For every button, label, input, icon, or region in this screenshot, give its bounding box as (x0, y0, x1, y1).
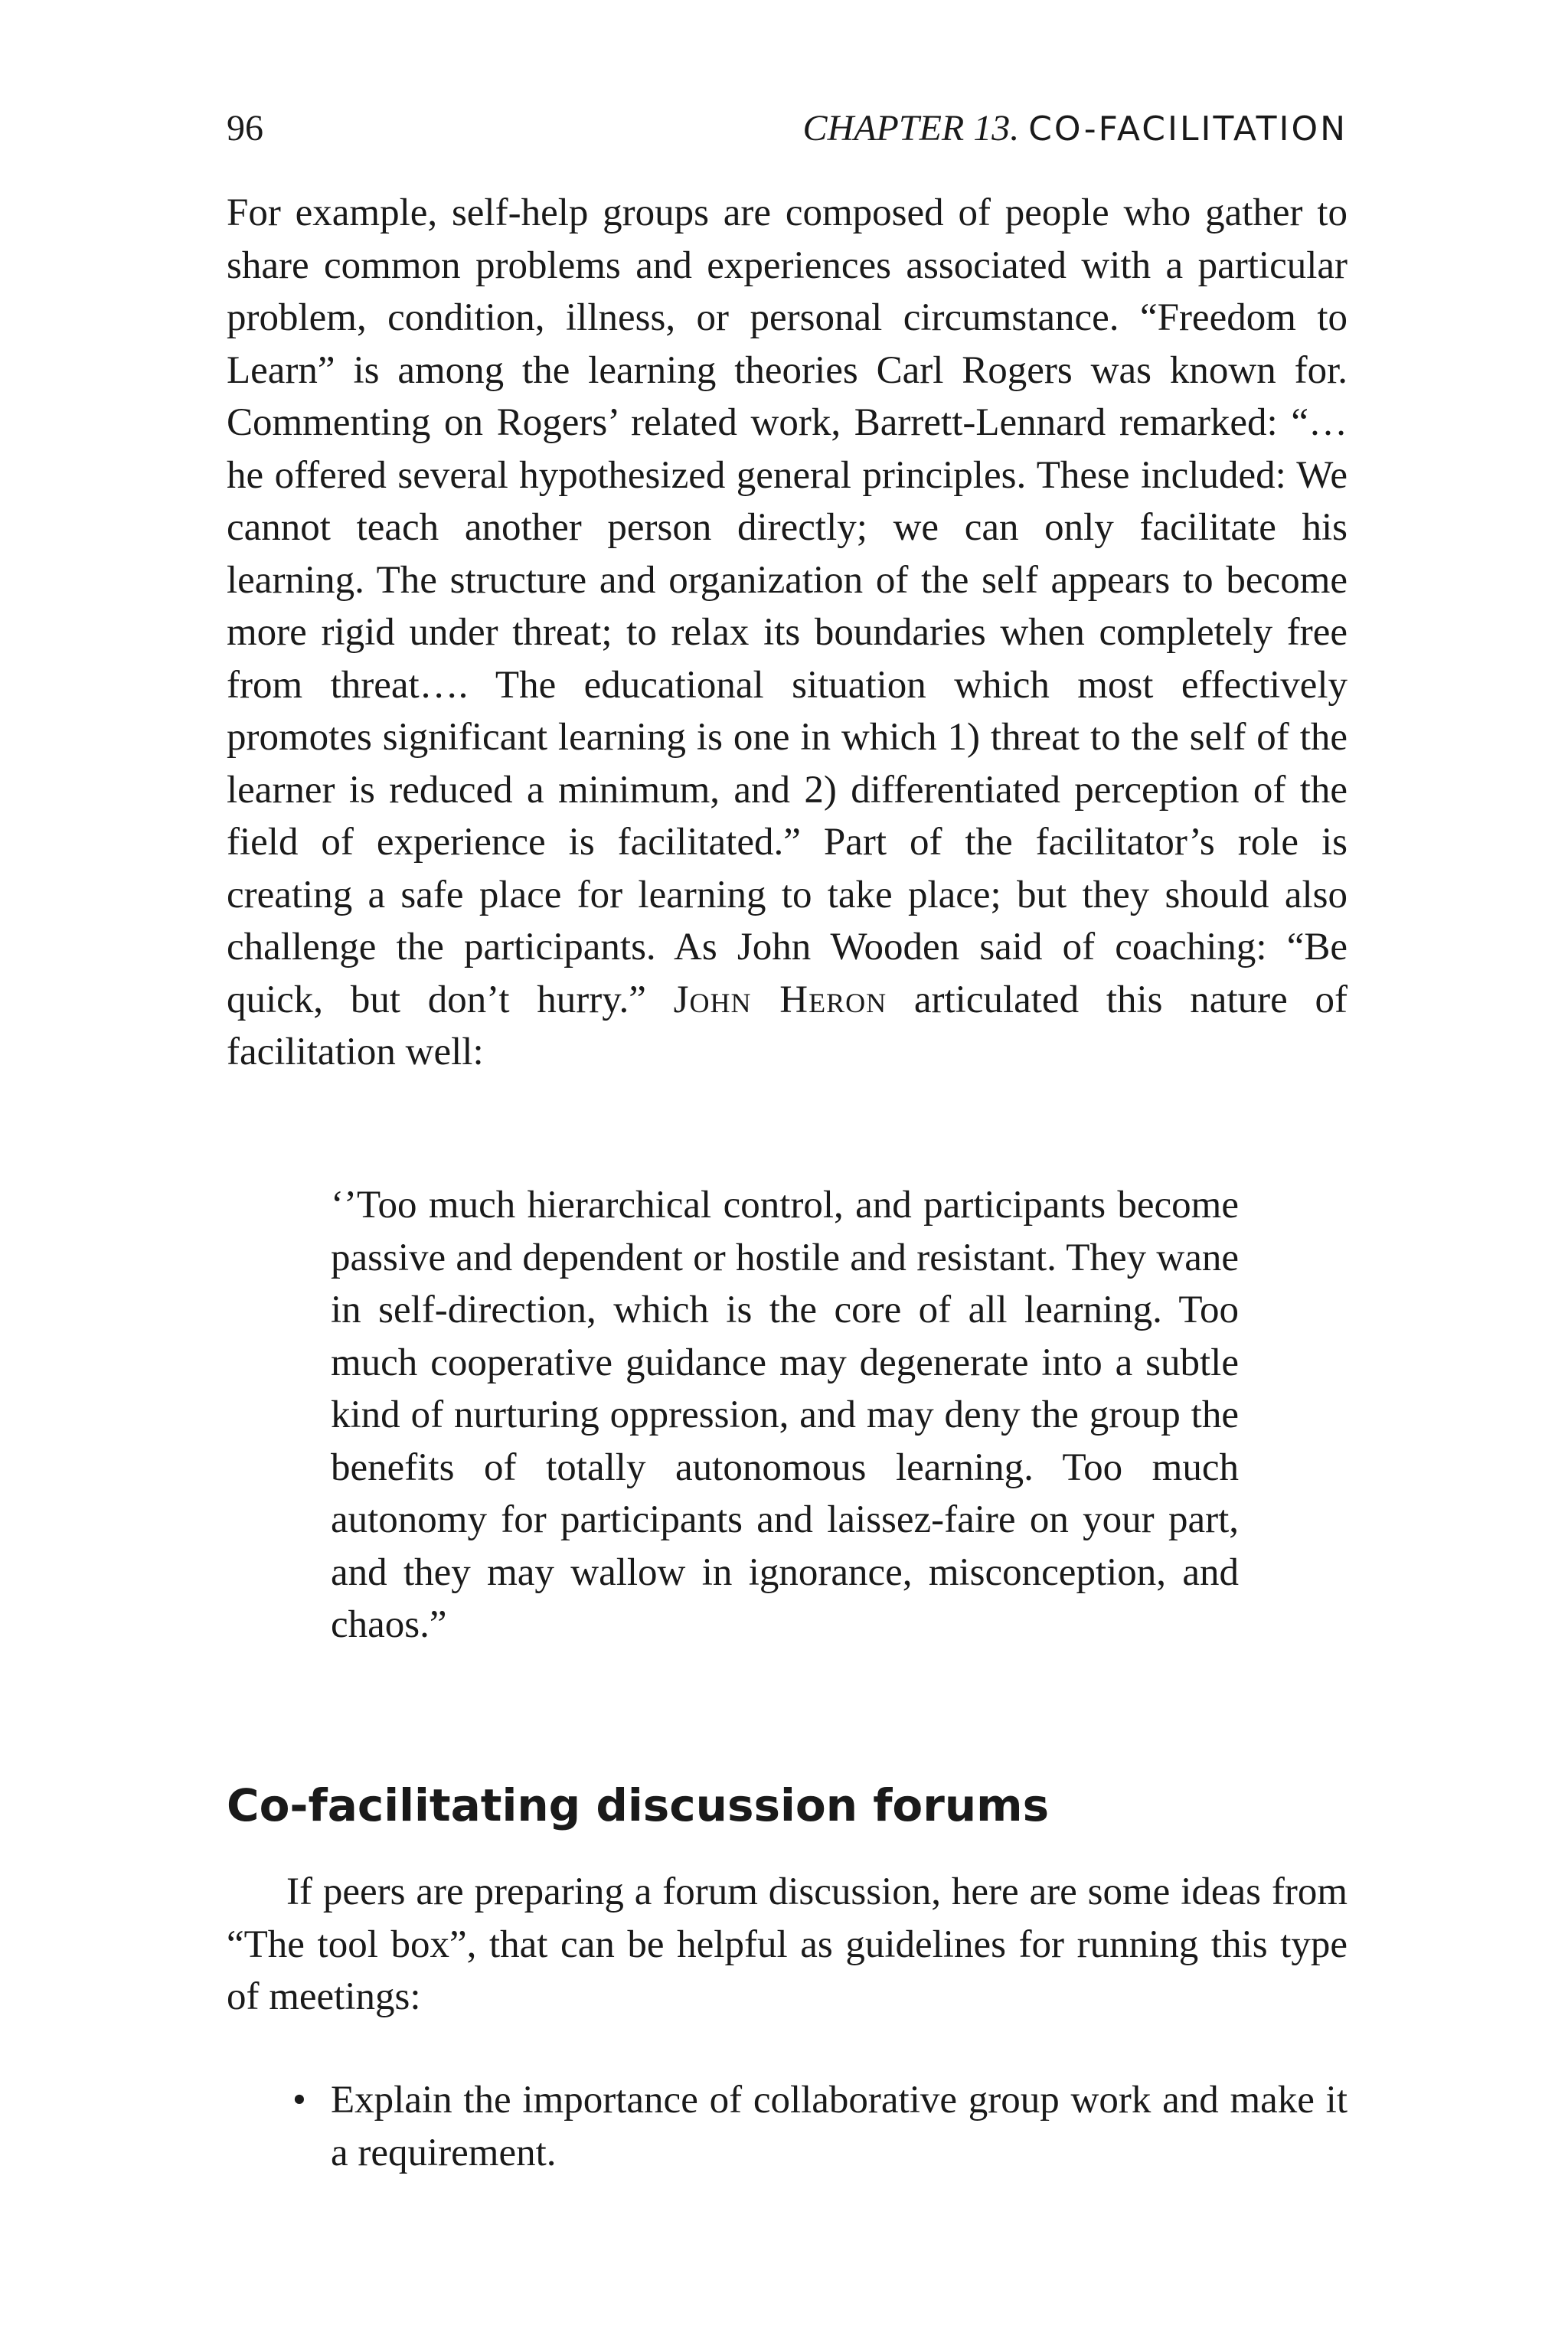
page-number: 96 (227, 108, 263, 149)
bullet-marker: • (292, 2079, 306, 2122)
chapter-label: CHAPTER 13. (802, 108, 1020, 149)
paragraph-1-text: For example, self-help groups are composed of people who gather to share common problems and experiences associated with a particular problem, condition, illness, or personal circumstance. “Freedom to Learn” is among the learning theories Carl Rogers was known for. Commenting on Rogers’ related work, Barrett-Lennard remarked: “…he offered several hypothesized general principles. These included: We cannot teach another person directly; we can only facilitate his learning. The structure and organization of the self appears to become more rigid under threat; to relax its boundaries when completely free from threat…. The educational situation which most effectively promotes significant learning is one in which 1) threat to the self of the learner is reduced a minimum, and 2) differentiated perception of the field of experience is facilitated.” Part of the facilitator’s role is creating a safe place for learning to take place; but they should also challenge the participants. As John Wooden said of coaching: “Be quick, but don’t hurry.” (227, 191, 1348, 1021)
body-paragraph-1 (227, 187, 1348, 1079)
block-quote: ‘’Too much hierarchical control, and participants become passive and dependent or hostile and resistant. They wane in self-direction, which is the core of all learning. Too much cooperative guidance may degenerate into a subtle kind of nurturing oppression, and may deny the group the benefits of totally autonomous learning. Too much autonomy for participants and laissez-faire on your part, and they may wallow in ignorance, misconception, and chaos.” (331, 1184, 1239, 1646)
body-paragraph-2: If peers are preparing a forum discussion, here are some ideas from “The tool box”, that can be helpful as guidelines for running this type of meetings: (227, 1870, 1348, 2018)
chapter-name: CO-FACILITATION (1028, 109, 1348, 149)
running-header (227, 106, 1348, 152)
list-item-text: Explain the importance of collaborative group work and make it a requirement. (331, 2079, 1348, 2174)
paragraph-1-text-end: articulated this nature of facilitation well: (227, 978, 1348, 1073)
list-item (227, 2074, 1348, 2179)
bullet-list (227, 2074, 1348, 2179)
author-name: John Heron (673, 978, 887, 1021)
chapter-title (803, 106, 1348, 152)
section-heading: Co-facilitating discussion forums (227, 1779, 1050, 1831)
